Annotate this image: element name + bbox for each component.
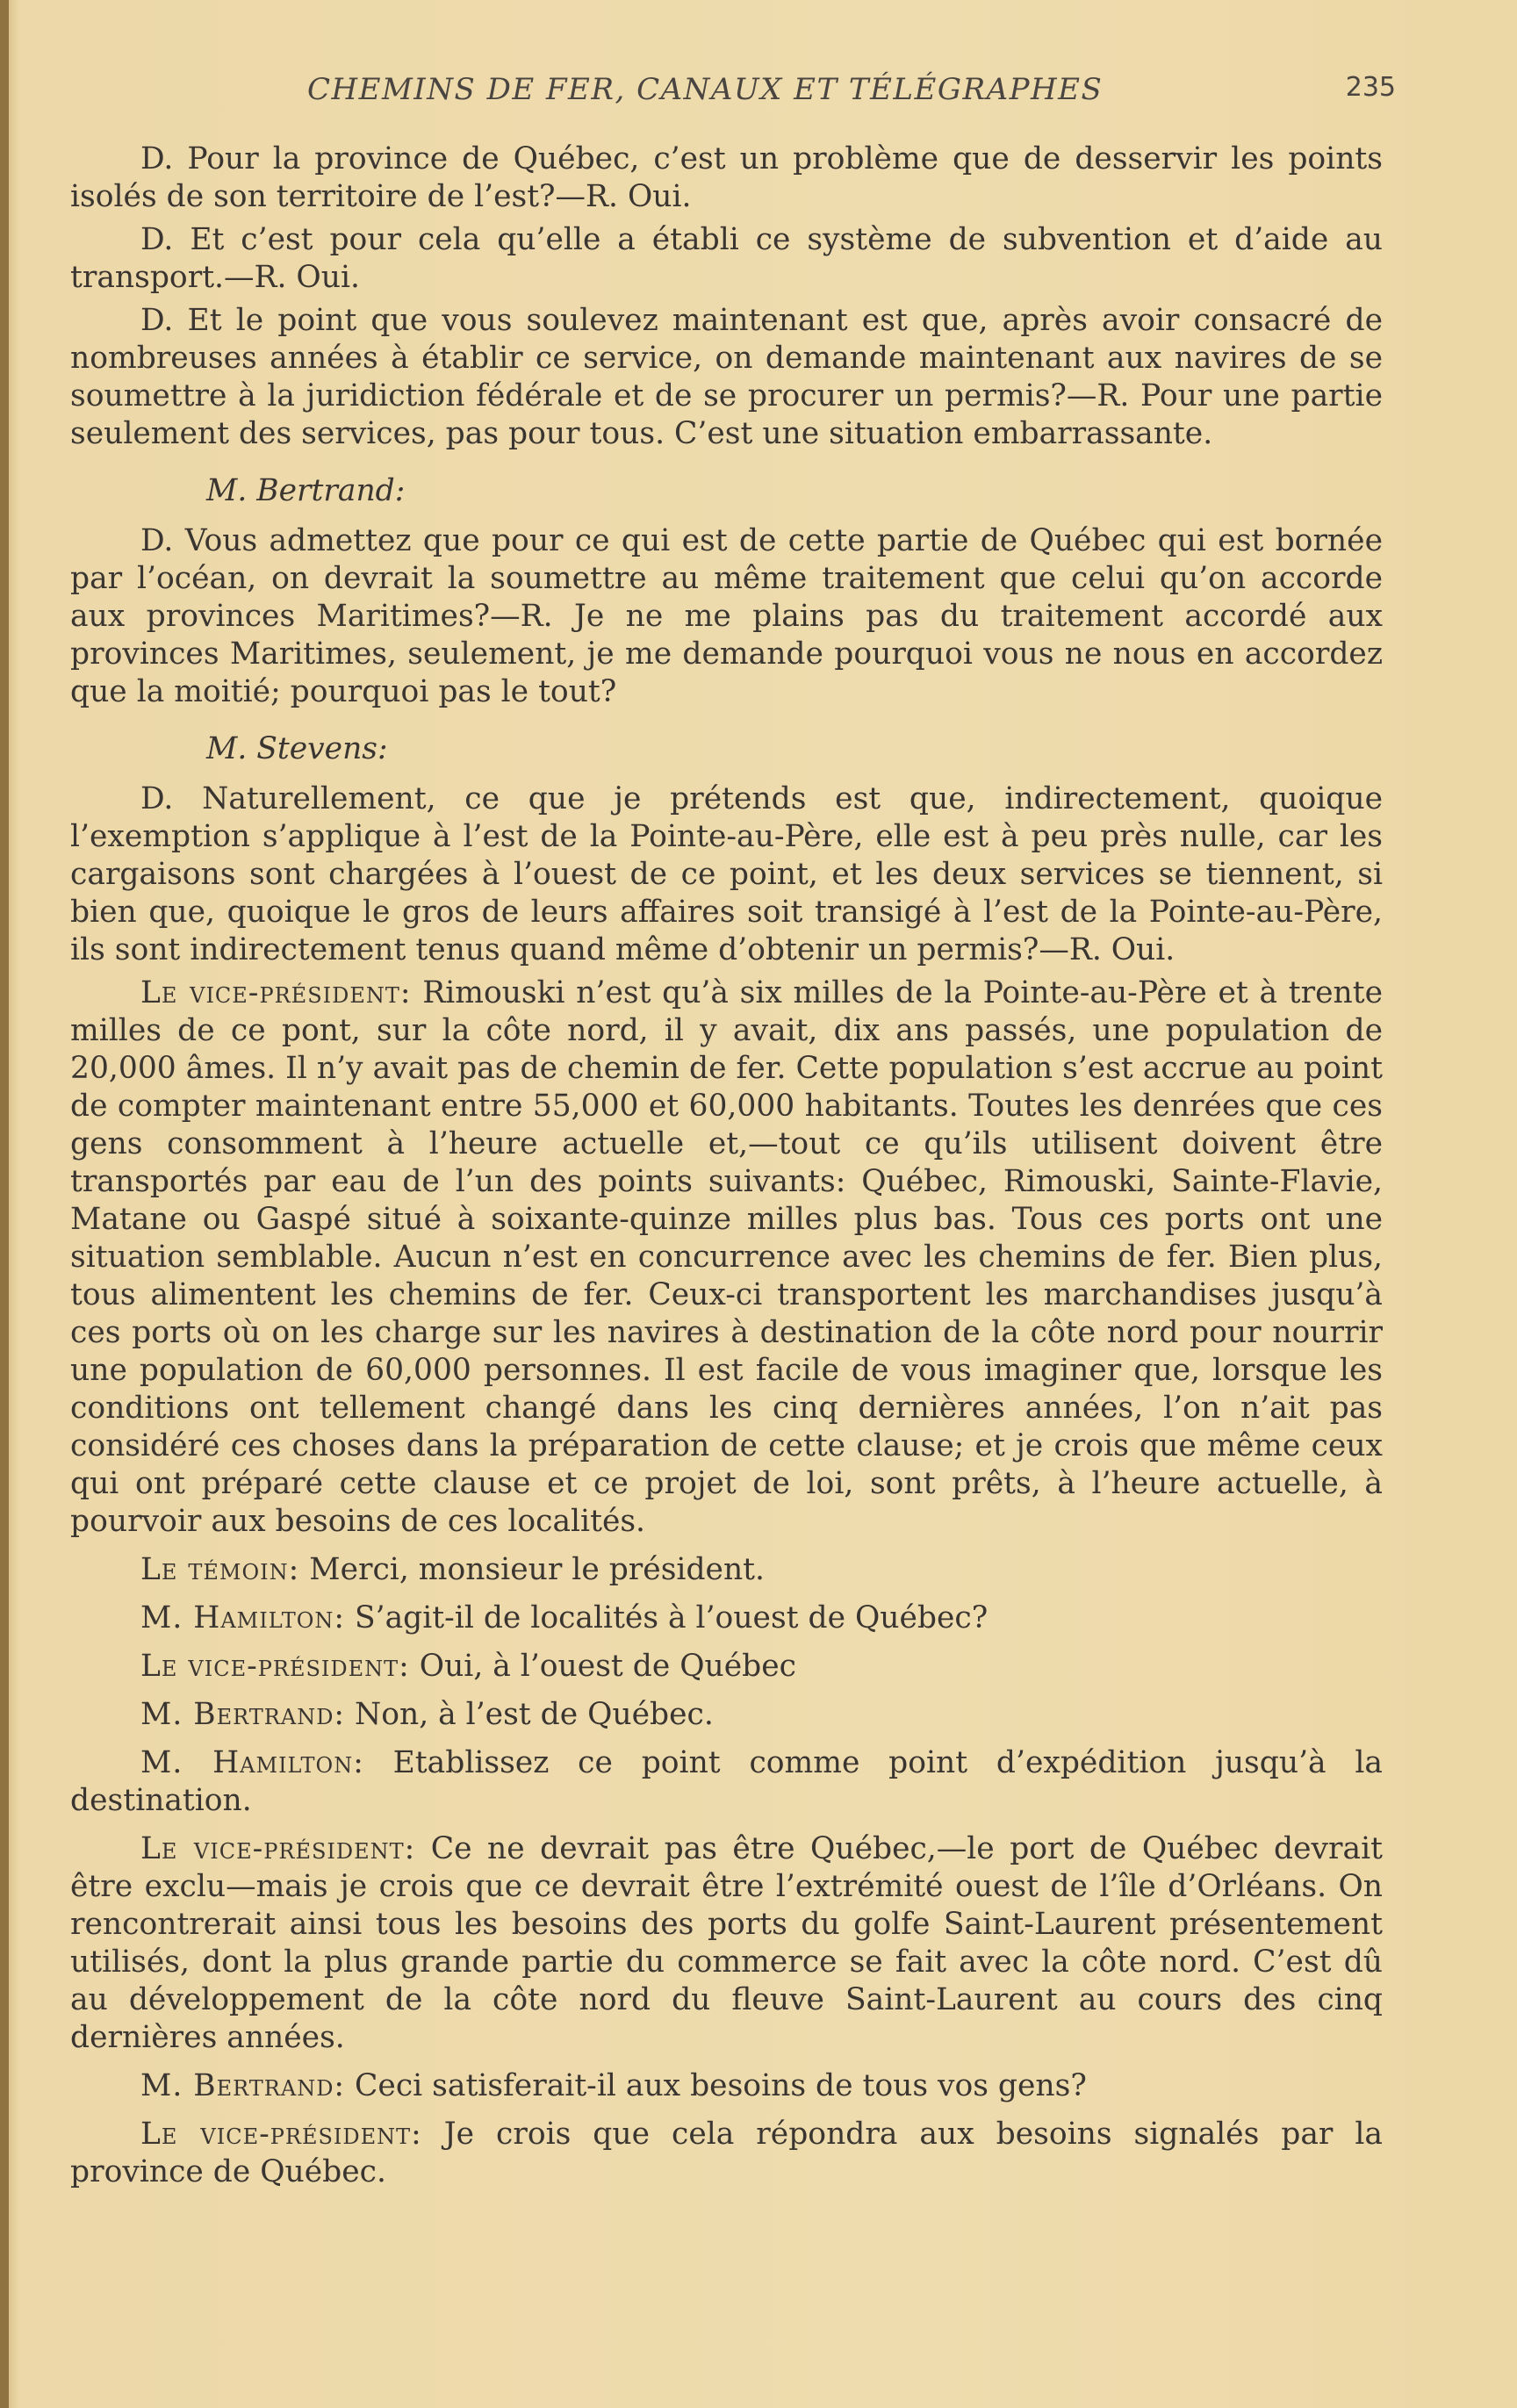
body-text [70, 140, 1383, 2196]
paragraph [70, 1696, 1383, 1734]
paragraph [70, 2067, 1383, 2105]
speaker-name: Le vice-président: [140, 1831, 416, 1866]
speaker-name: M. Bertrand: [140, 2068, 346, 2103]
paragraph [70, 1830, 1383, 2057]
running-title: CHEMINS DE FER, CANAUX ET TÉLÉGRAPHES [307, 72, 1104, 107]
speaker-name: Le vice-président: [140, 975, 412, 1010]
paragraph: D. Et c’est pour cela qu’elle a établi ce système de subvention et d’aide au transport.—R. Oui. [70, 222, 1383, 295]
speaker-name: Le témoin: [140, 1552, 300, 1587]
paragraph: D. Pour la province de Québec, c’est un problème que de desservir les points isolés de son territoire de l’est?—R. Oui. [70, 141, 1383, 214]
speech-text: Merci, monsieur le président. [299, 1552, 766, 1587]
paragraph [70, 1744, 1383, 1820]
paragraph: D. Vous admettez que pour ce qui est de cette partie de Québec qui est bornée par l’océan, on devrait la soumettre au même traitement que celui qu’on accorde aux provinces Maritimes?—R. Je ne me plains pas du traitement accordé aux provinces Maritimes, seulement, je me demande pourquoi vous ne nous en accordez que la moitié; pourquoi pas le tout? [70, 523, 1383, 709]
paragraph: D. Naturellement, ce que je prétends est que, indirectement, quoique l’exemption s’applique à l’est de la Pointe-au-Père, elle est à peu près nulle, car les cargaisons sont chargées à l’ouest de ce point, et les deux services se tiennent, si bien que, quoique le gros de leurs affaires soit transigé à l’est de la Pointe-au-Père, ils sont indirectement tenus quand même d’obtenir un permis?—R. Oui. [70, 781, 1383, 967]
speech-text: Etablissez ce point comme point d’expédition jusqu’à la destination. [70, 1745, 1383, 1818]
speaker-heading: M. Bertrand: [206, 473, 406, 508]
speech-text: Non, à l’est de Québec. [345, 1697, 714, 1732]
speech-text: S’agit-il de localités à l’ouest de Québec? [345, 1600, 989, 1635]
speaker-name: M. Hamilton: [140, 1745, 364, 1780]
speech-text: Oui, à l’ouest de Québec [409, 1649, 796, 1684]
speech-text: Rimouski n’est qu’à six milles de la Pointe-au-Père et à trente milles de ce pont, sur la côte nord, il y avait, dix ans passés, une population de 20,000 âmes. Il n’y avait pas de chemin de fer. Cette population s’est accrue au point de compter maintenant entre 55,000 et 60,000 habitants. Toutes les denrées que ces gens consomment à l’heure actuelle et,—tout ce qu’ils utilisent doivent être transportés par eau de l’un des points suivants: Québec, Rimouski, Sainte-Flavie, Matane ou Gaspé situé à soixante-quinze milles plus bas. Tous ces ports ont une situation semblable. Aucun n’est en concurrence avec les chemins de fer. Bien plus, tous alimentent les chemins de fer. Ceux-ci transportent les marchandises jusqu’à ces ports où on les charge sur les navires à destination de la côte nord pour nourrir une population de 60,000 personnes. Il est facile de vous imaginer que, lorsque les conditions ont tellement changé dans les cinq dernières années, l’on n’ait pas considéré ces choses dans la préparation de cette clause; et je crois que même ceux qui ont préparé cette clause et ce projet de loi, sont prêts, à l’heure actuelle, à pourvoir aux besoins de ces localités. [70, 975, 1383, 1539]
speaker-name: Le vice-président: [140, 1649, 410, 1684]
paragraph [70, 1599, 1383, 1637]
speaker-name: M. Bertrand: [140, 1697, 346, 1732]
speaker-name: Le vice-président: [140, 2117, 422, 2152]
paragraph: D. Et le point que vous soulevez maintenant est que, après avoir consacré de nombreuses années à établir ce service, on demande maintenant aux navires de se soumettre à la juridiction fédérale et de se procurer un permis?—R. Pour une partie seulement des services, pas pour tous. C’est une situation embarrassante. [70, 303, 1383, 451]
page-header [132, 72, 1396, 116]
paragraph [70, 1551, 1383, 1589]
speaker-heading: M. Stevens: [206, 731, 388, 766]
paragraph [70, 2116, 1383, 2191]
page-binding-edge [0, 0, 9, 2408]
speaker-name: M. Hamilton: [140, 1600, 346, 1635]
paragraph [70, 1648, 1383, 1686]
paragraph [70, 974, 1383, 1541]
speech-text: Je crois que cela répondra aux besoins signalés par la province de Québec. [70, 2117, 1383, 2189]
speech-text: Ce ne devrait pas être Québec,—le port de Québec devrait être exclu—mais je crois que ce devrait être l’extrémité ouest de l’île d’Orléans. On rencontrerait ainsi tous les besoins des ports du golfe Saint-Laurent présentement utilisés, dont la plus grande partie du commerce se fait avec la côte nord. C’est dû au développement de la côte nord du fleuve Saint-Laurent au cours des cinq dernières années. [70, 1831, 1383, 2055]
speech-text: Ceci satisferait-il aux besoins de tous vos gens? [345, 2068, 1087, 2103]
page-number: 235 [1345, 72, 1396, 103]
